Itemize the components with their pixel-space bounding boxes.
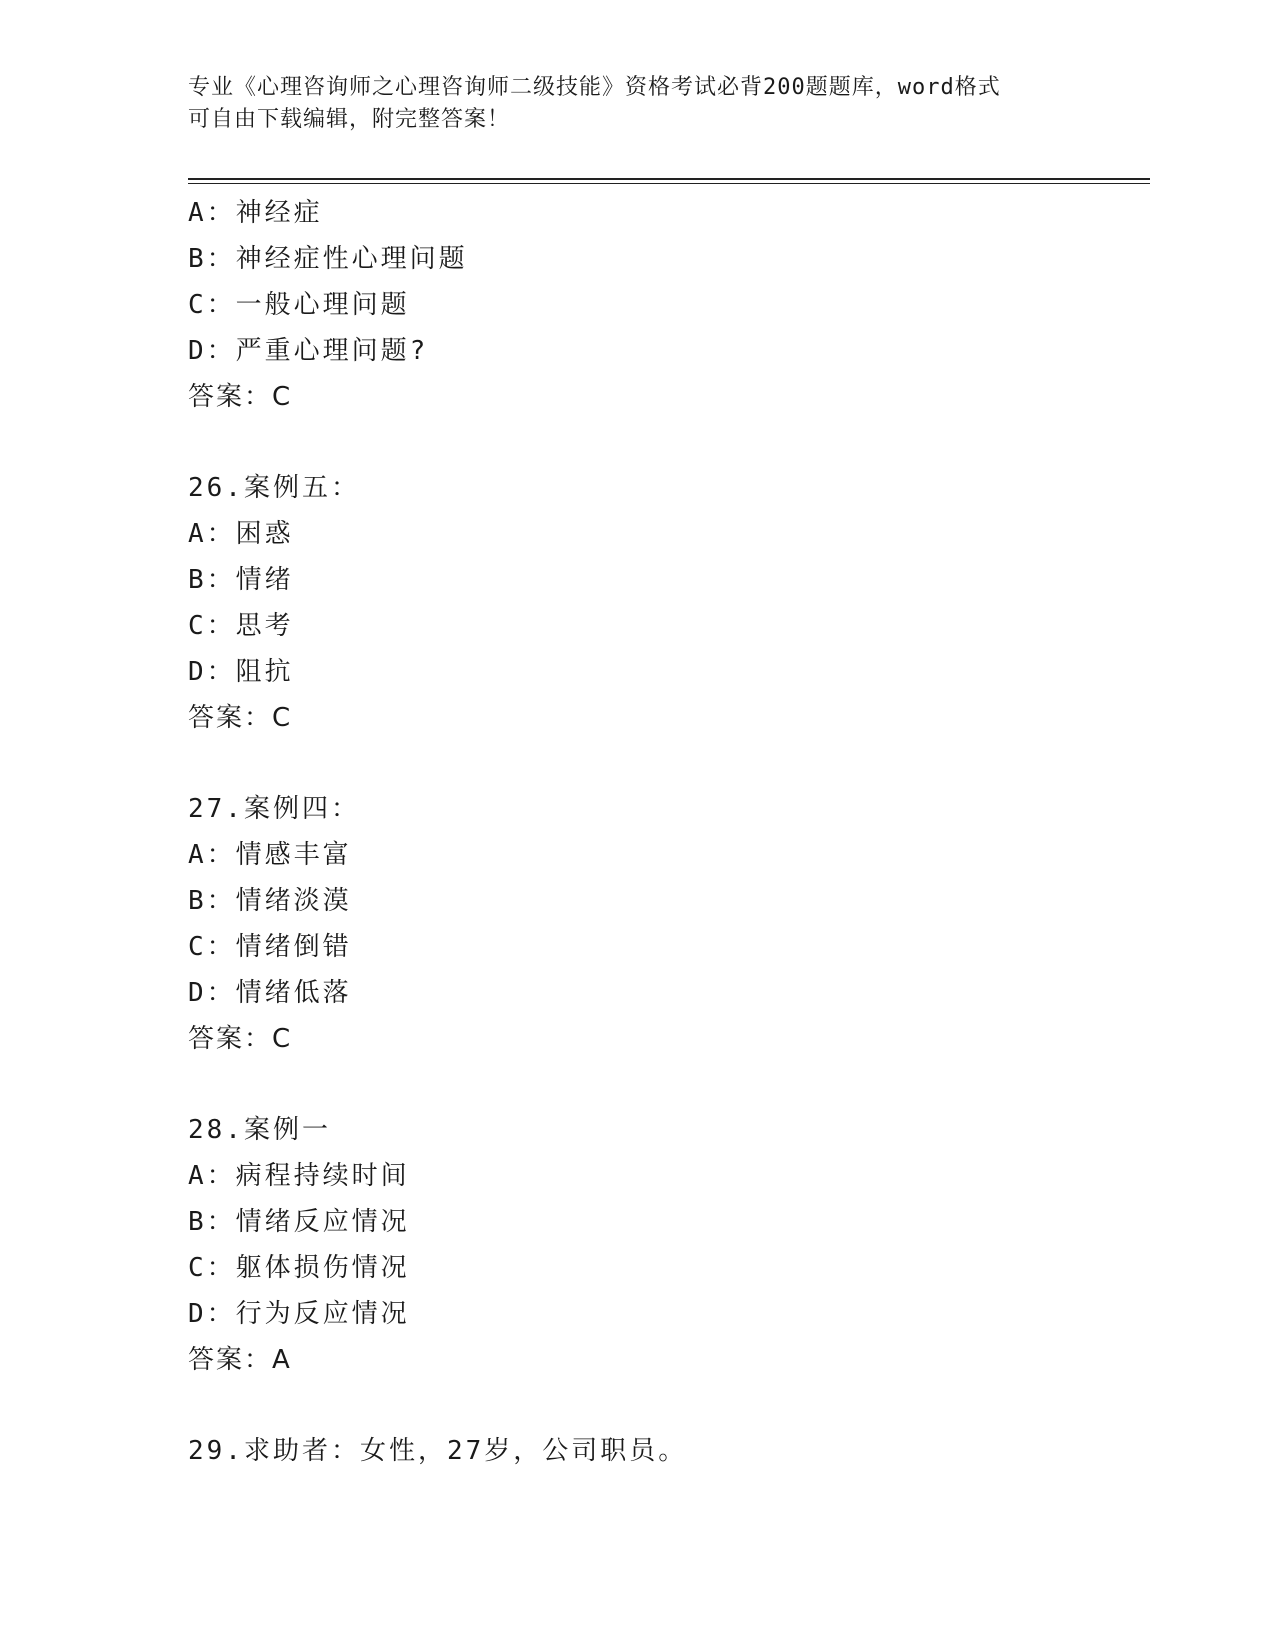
option-b: B：情绪淡漠 — [188, 886, 352, 916]
option-a: A：困惑 — [188, 519, 294, 549]
document-header — [188, 72, 1068, 136]
header-line-2: 可自由下载编辑，附完整答案！ — [188, 107, 511, 132]
option-b: B：神经症性心理问题 — [188, 244, 468, 274]
option-c: C：躯体损伤情况 — [188, 1253, 410, 1283]
option-a: A：神经症 — [188, 198, 323, 228]
option-b: B：情绪 — [188, 565, 294, 595]
header-line-1: 专业《心理咨询师之心理咨询师二级技能》资格考试必背200题题库，word格式 — [188, 75, 1001, 100]
option-c: C：思考 — [188, 611, 294, 641]
option-a: A：情感丰富 — [188, 840, 352, 870]
answer: 答案：C — [188, 703, 293, 733]
question-29 — [188, 1428, 1148, 1474]
option-c: C：情绪倒错 — [188, 932, 352, 962]
option-d: D：情绪低落 — [188, 978, 352, 1008]
header-divider — [188, 178, 1150, 184]
option-d: D：行为反应情况 — [188, 1299, 410, 1329]
question-title: 28.案例一 — [188, 1115, 331, 1145]
question-26 — [188, 465, 1148, 741]
answer: 答案：C — [188, 1024, 293, 1054]
question-list — [188, 190, 1148, 1474]
answer: 答案：A — [188, 1345, 292, 1375]
question-28 — [188, 1107, 1148, 1383]
question-27 — [188, 786, 1148, 1062]
question-title: 27.案例四： — [188, 794, 360, 824]
question-title: 29.求助者：女性，27岁，公司职员。 — [188, 1436, 688, 1466]
question-25 — [188, 190, 1148, 420]
option-d: D：阻抗 — [188, 657, 294, 687]
answer: 答案：C — [188, 382, 293, 412]
option-a: A：病程持续时间 — [188, 1161, 410, 1191]
question-title: 26.案例五： — [188, 473, 360, 503]
option-b: B：情绪反应情况 — [188, 1207, 410, 1237]
option-d: D：严重心理问题? — [188, 336, 429, 366]
option-c: C：一般心理问题 — [188, 290, 410, 320]
